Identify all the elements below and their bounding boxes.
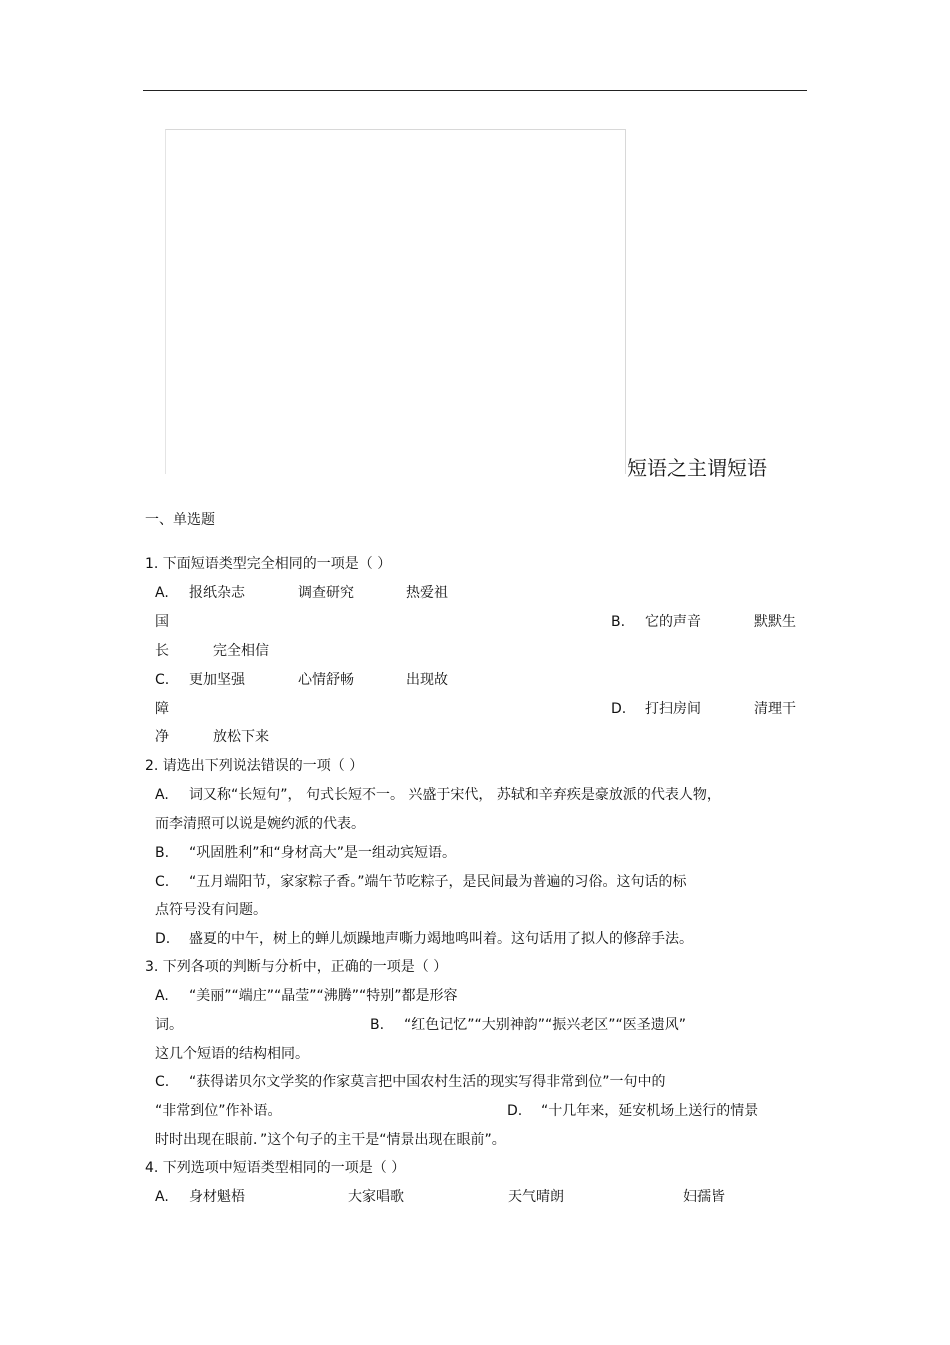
q2-b: “巩固胜利”和“身材高大”是一组动宾短语。 [189,845,457,861]
question-2-stem: 2. 请选出下列说法错误的一项（ ） [145,758,364,774]
q2-c-line2: 点符号没有问题。 [155,902,267,918]
q3-label-c: C. [155,1074,170,1090]
question-1-stem: 1. 下面短语类型完全相同的一项是（ ） [145,556,392,572]
q2-label-c: C. [155,874,170,890]
q4-a-4: 妇孺皆 [683,1189,725,1205]
q2-c-line1: “五月端阳节，家家粽子香。”端午节吃粽子，是民间最为普遍的习俗。这句话的标 [189,874,687,890]
q1-b-3: 长 [155,643,169,659]
q1-a-1: 报纸杂志 [189,585,245,601]
question-4-stem: 4. 下列选项中短语类型相同的一项是（ ） [145,1160,406,1176]
q1-a-3: 热爱祖 [406,585,448,601]
q3-label-b: B. [370,1017,385,1033]
q4-label-a: A. [155,1189,169,1205]
q1-b-4: 完全相信 [213,643,269,659]
q1-c-3: 出现故 [406,672,448,688]
q1-b-2: 默默生 [754,614,796,630]
q3-label-a: A. [155,988,169,1004]
q1-d-4: 放松下来 [213,729,269,745]
q4-a-1: 身材魁梧 [189,1189,245,1205]
header-rule [143,90,807,91]
section-heading: 一、单选题 [145,512,215,528]
q1-d-3: 净 [155,729,169,745]
q2-label-d: D. [155,931,171,947]
q4-a-3: 天气晴朗 [508,1189,564,1205]
q2-label-a: A. [155,787,169,803]
q3-b-line1: “红色记忆”“大别神韵”“振兴老区”“医圣遗风” [404,1017,687,1033]
q1-d-1: 打扫房间 [645,701,701,717]
q3-label-d: D. [507,1103,523,1119]
q1-label-b: B. [611,614,626,630]
q3-d-line2: 时时出现在眼前．”这个句子的主干是“情景出现在眼前”。 [155,1132,506,1148]
q2-a-line1: 词又称“长短句”， 句式长短不一。 兴盛于宋代， 苏轼和辛弃疾是豪放派的代表人物， [189,787,721,803]
image-placeholder [165,129,626,474]
q1-c-2: 心情舒畅 [298,672,354,688]
q1-c-1: 更加坚强 [189,672,245,688]
q1-c-4: 障 [155,701,169,717]
q1-label-d: D. [611,701,627,717]
q3-a-line1: “美丽”“端庄”“晶莹”“沸腾”“特别”都是形容 [189,988,458,1004]
q1-label-a: A. [155,585,169,601]
q1-label-c: C. [155,672,170,688]
q2-a-line2: 而李清照可以说是婉约派的代表。 [155,816,365,832]
q1-b-1: 它的声音 [645,614,701,630]
question-3-stem: 3. 下列各项的判断与分析中，正确的一项是（ ） [145,959,448,975]
q3-c-line2: “非常到位”作补语。 [155,1103,282,1119]
q2-d: 盛夏的中午，树上的蝉儿烦躁地声嘶力竭地鸣叫着。这句话用了拟人的修辞手法。 [189,931,693,947]
q2-label-b: B. [155,845,170,861]
q3-a-line2: 词。 [155,1017,183,1033]
q3-d-line1: “十几年来，延安机场上送行的情景 [541,1103,759,1119]
q3-b-line2: 这几个短语的结构相同。 [155,1046,309,1062]
q3-c-line1: “获得诺贝尔文学奖的作家莫言把中国农村生活的现实写得非常到位”一句中的 [189,1074,666,1090]
q1-a-4: 国 [155,614,169,630]
q1-d-2: 清理干 [754,701,796,717]
q4-a-2: 大家唱歌 [348,1189,404,1205]
q1-a-2: 调查研究 [298,585,354,601]
document-title: 短语之主谓短语 [627,456,767,480]
